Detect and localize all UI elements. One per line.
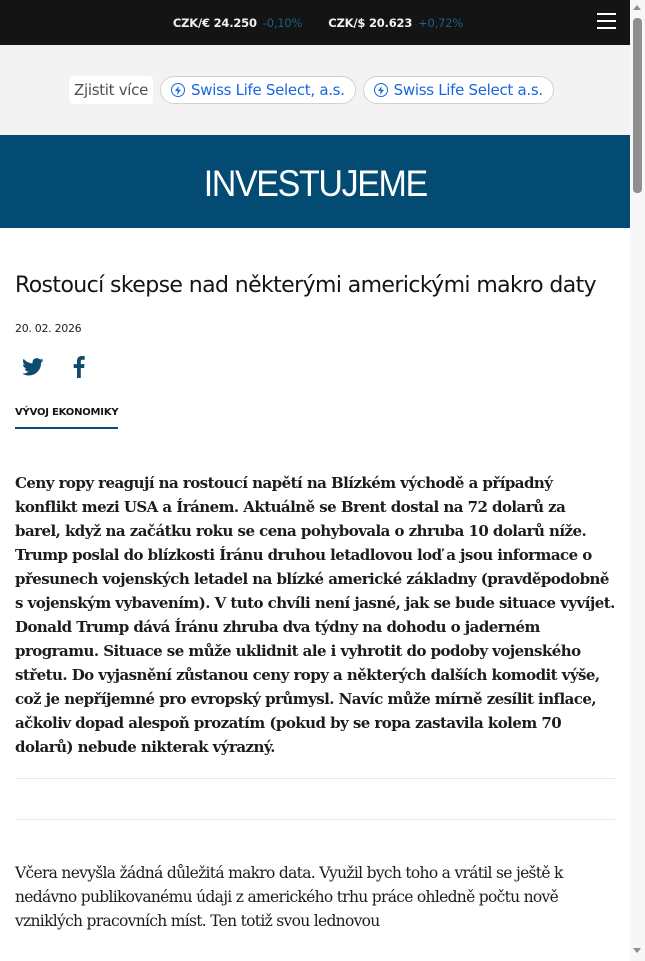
scroll-down-arrow-icon[interactable]: [633, 948, 641, 953]
rate-eur: [173, 16, 302, 30]
facebook-icon[interactable]: [67, 355, 91, 379]
article-title: Rostoucí skepse nad některými americkými makro daty: [15, 273, 597, 298]
rate-usd: [328, 16, 463, 30]
scrollbar-thumb[interactable]: [633, 18, 642, 193]
learn-more-label[interactable]: Zjistit více: [69, 76, 153, 104]
bolt-icon: [374, 83, 388, 97]
article: [0, 269, 630, 933]
brand-banner: [0, 135, 630, 228]
twitter-icon[interactable]: [21, 355, 45, 379]
divider: [15, 779, 615, 820]
share-buttons: [15, 355, 615, 379]
ad-chip-label: Swiss Life Select a.s.: [393, 81, 543, 99]
category-tag[interactable]: VÝVOJ EKONOMIKY: [15, 407, 118, 429]
rate-usd-value: CZK/$ 20.623: [328, 15, 413, 30]
hamburger-icon[interactable]: [597, 13, 616, 30]
bolt-icon: [171, 83, 185, 97]
article-lead: Ceny ropy reagují na rostoucí napětí na Blízkém východě a případný konflikt mezi USA a Íránem. Aktuálně se Brent dostal na 72 dolarů za barel, když na začátku roku se cena pohybovala o zhruba 10 dolarů níže. Trump poslal do blízkosti Íránu druhou letadlovou loď a jsou informace o přesunech vojenských letadel na blízké americké základny (pravděpodobně s vojenským vybavením). V tuto chvíli není jasné, jak se bude situace vyvíjet. Donald Trump dává Íránu zhruba dva týdny na dohodu o jaderném programu. Situace se může uklidnit ale i vyhrotit do podoby vojenského střetu. Do vyjasnění zůstanou ceny ropy a některých dalších komodit výše, což je nepříjemné pro evropský průmysl. Navíc může mírně zesílit inflace, ačkoliv dopad alespoň prozatím (pokud by se ropa zastavila kolem 70 dolarů) nebude nikterak výrazný.: [15, 471, 615, 779]
exchange-rates: [173, 16, 463, 30]
article-date: 20. 02. 2026: [15, 322, 82, 335]
rate-eur-value: CZK/€ 24.250: [172, 15, 257, 30]
rate-eur-change: -0,10%: [262, 15, 303, 30]
ad-chip-swiss-life-2[interactable]: [363, 76, 554, 104]
ad-strip: [0, 45, 630, 135]
rate-usd-change: +0,72%: [418, 15, 464, 30]
currency-ticker-bar: [0, 0, 630, 45]
ad-chip-swiss-life-1[interactable]: [160, 76, 356, 104]
article-body: Včera nevyšla žádná důležitá makro data. Využil bych toho a vrátil se ještě k nedávno publikovanému údaji z amerického trhu práce ohledně počtu nově vzniklých pracovních míst. Ten totiž svou lednovou: [15, 864, 563, 930]
scroll-up-arrow-icon[interactable]: [633, 5, 641, 10]
site-logo[interactable]: INVESTUJEME: [203, 162, 427, 204]
vertical-scrollbar[interactable]: [630, 0, 645, 961]
ad-chip-label: Swiss Life Select, a.s.: [191, 81, 345, 99]
